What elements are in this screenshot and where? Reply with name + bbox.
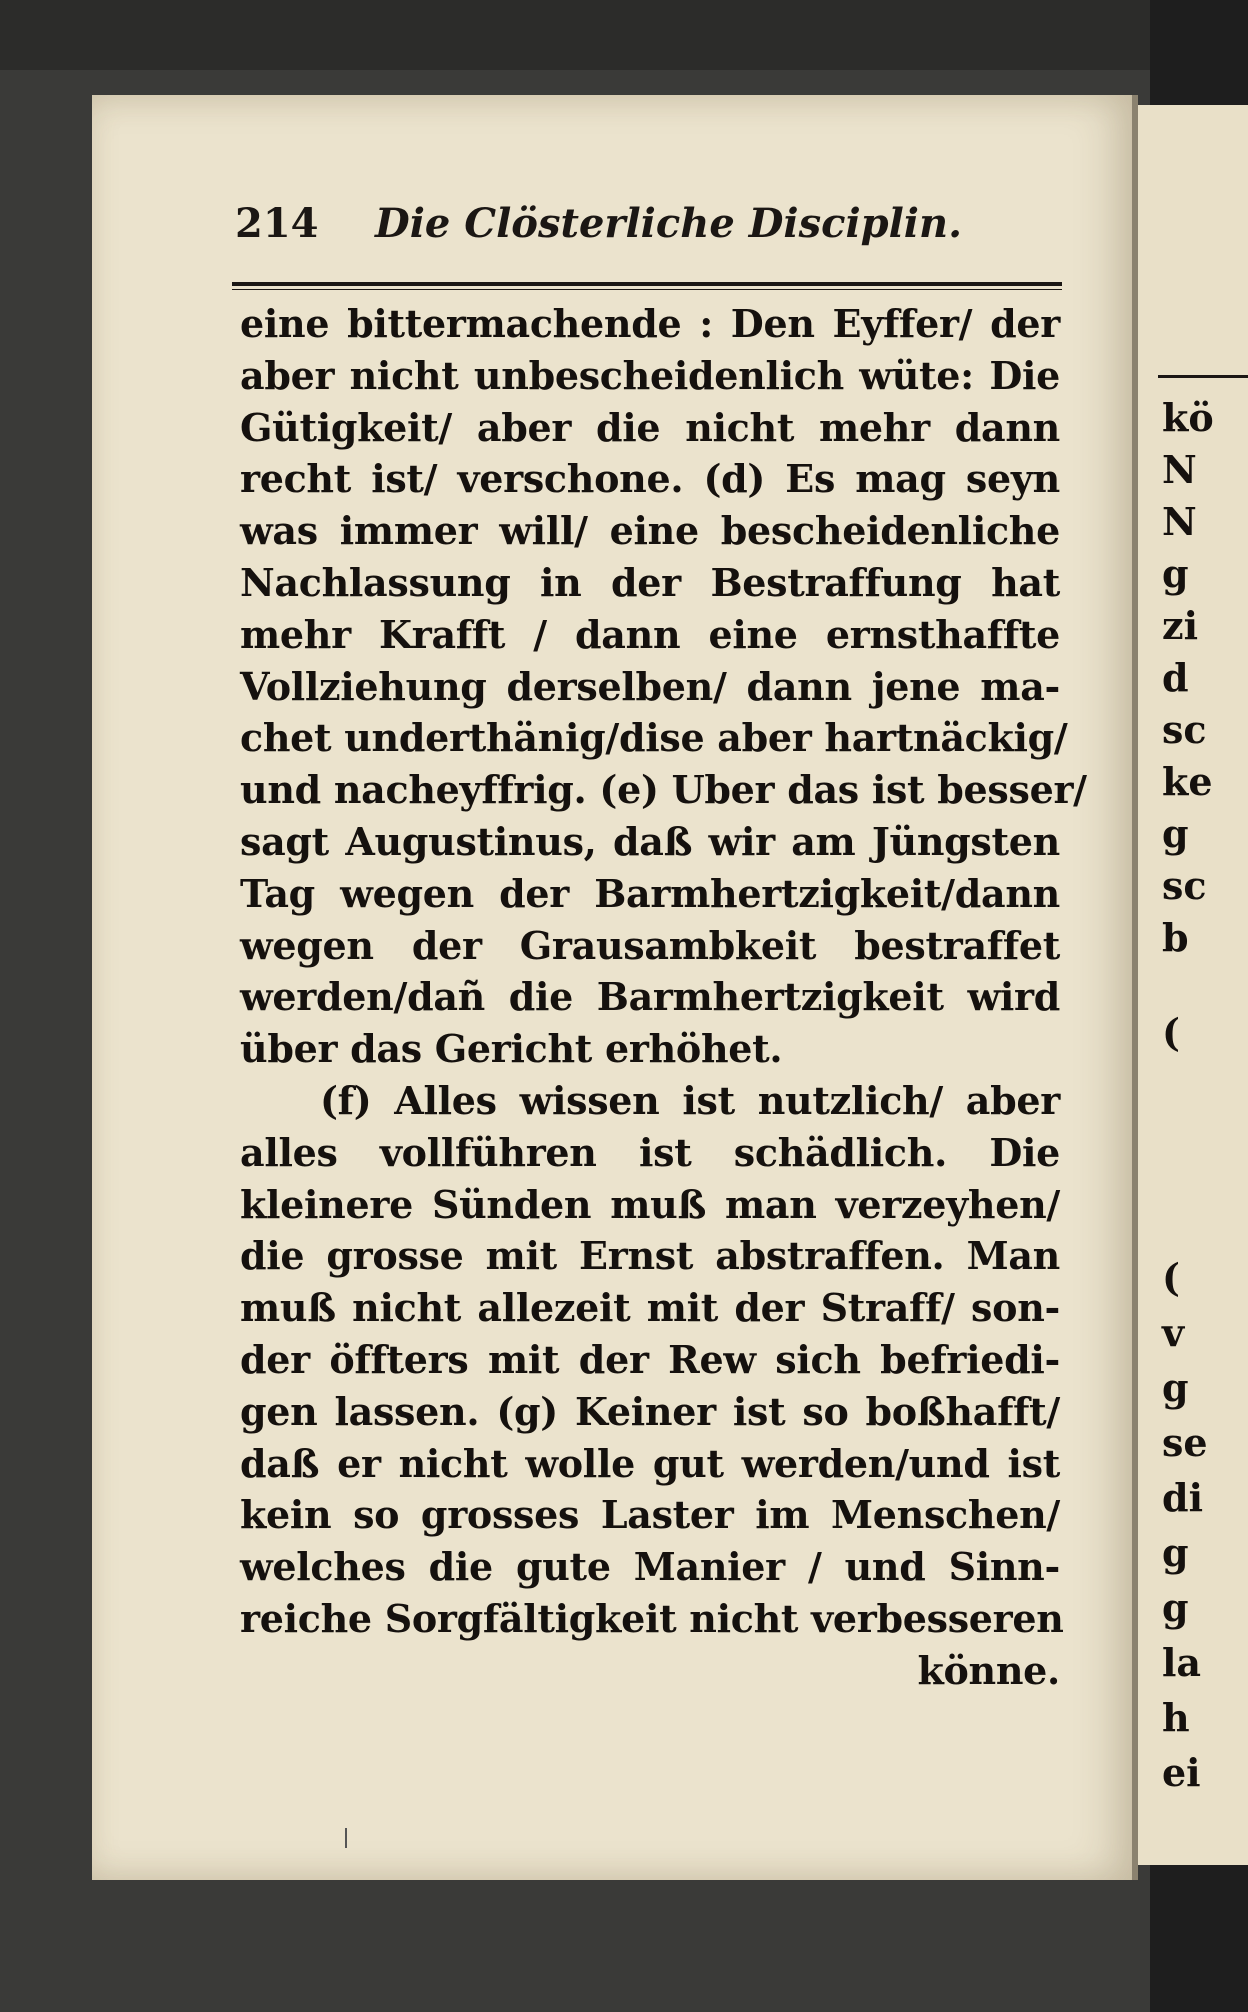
print-mark [345, 1828, 347, 1848]
facing-page-fragment: la [1162, 1640, 1202, 1685]
facing-page-fragment: h [1162, 1695, 1190, 1740]
text-line: aber nicht unbescheidenlich wüte: Die [240, 352, 1060, 398]
body-text [240, 298, 1087, 1697]
text-line: kleinere Sünden muß man verzeyhen/ [240, 1181, 1060, 1227]
running-title: Die Clösterliche Disciplin. [375, 200, 963, 247]
text-line: eine bittermachende : Den Eyffer/ der [240, 301, 1060, 346]
facing-page-fragment: d [1162, 655, 1189, 700]
facing-page-fragment: ke [1162, 759, 1213, 804]
text-line: muß nicht allezeit mit der Straff/ son- [240, 1285, 1060, 1331]
text-line: chet underthänig/dise aber hartnäckig/ [240, 715, 1068, 761]
facing-page-fragment: sc [1162, 863, 1207, 908]
facing-page-fragment: sc [1162, 707, 1207, 752]
facing-page-fragment: g [1162, 1365, 1189, 1410]
text-line: gen lassen. (g) Keiner ist so boßhafft/ [240, 1388, 1060, 1434]
facing-page-fragment: ( [1162, 1010, 1180, 1055]
text-line: recht ist/ verschone. (d) Es mag seyn [240, 456, 1060, 502]
background-top [0, 0, 1248, 70]
facing-page-rule [1158, 375, 1248, 378]
facing-page-fragment: ei [1162, 1750, 1201, 1795]
text-line-catchword: könne. [917, 1647, 1060, 1693]
text-line: Vollziehung derselben/ dann jene ma- [240, 663, 1060, 709]
text-line: wegen der Grausambkeit bestraffet [240, 922, 1060, 968]
facing-page-fragment: g [1162, 1530, 1189, 1575]
text-line: alles vollführen ist schädlich. Die [240, 1129, 1060, 1175]
facing-page-fragment: N [1162, 447, 1197, 492]
facing-page-fragment: g [1162, 1585, 1189, 1630]
text-line: sagt Augustinus, daß wir am Jüngsten [240, 818, 1060, 864]
text-line: was immer will/ eine bescheidenliche [240, 508, 1060, 554]
facing-page-fragment: N [1162, 499, 1197, 544]
page-number: 214 [235, 200, 319, 247]
facing-page-fragment: g [1162, 551, 1189, 596]
text-line: daß er nicht wolle gut werden/und ist [240, 1440, 1060, 1486]
text-line: der öffters mit der Rew sich befriedi- [240, 1336, 1060, 1382]
facing-page-fragment: kö [1162, 395, 1214, 440]
facing-page-fragment: se [1162, 1420, 1208, 1465]
facing-page-fragment: b [1162, 915, 1189, 960]
text-line: und nacheyffrig. (e) Uber das ist besser/ [240, 767, 1087, 813]
text-line: mehr Krafft / dann eine ernsthaffte [240, 611, 1060, 657]
header-rule [232, 282, 1062, 286]
header-rule-thin [232, 289, 1062, 290]
text-line: die grosse mit Ernst abstraffen. Man [240, 1233, 1060, 1279]
text-line: über das Gericht erhöhet. [240, 1026, 783, 1072]
text-line: werden/dañ die Barmhertzigkeit wird [240, 974, 1060, 1020]
text-line: welches die gute Manier / und Sinn- [240, 1544, 1060, 1590]
facing-page-fragment: zi [1162, 603, 1199, 648]
facing-page-fragment: ( [1162, 1255, 1180, 1300]
facing-page-fragment: v [1162, 1310, 1185, 1355]
text-line: Nachlassung in der Bestraffung hat [240, 559, 1060, 605]
text-line: Gütigkeit/ aber die nicht mehr dann [240, 404, 1060, 450]
text-line: reiche Sorgfältigkeit nicht verbesseren [240, 1595, 1064, 1641]
facing-page-edge [1138, 105, 1248, 1865]
facing-page-fragment: g [1162, 811, 1189, 856]
facing-page-fragment: di [1162, 1475, 1204, 1520]
text-line: kein so grosses Laster im Menschen/ [240, 1492, 1060, 1538]
page-header [235, 200, 1065, 270]
text-line: Tag wegen der Barmhertzigkeit/dann [240, 870, 1060, 916]
text-line: (f) Alles wissen ist nutzlich/ aber [320, 1077, 1060, 1123]
